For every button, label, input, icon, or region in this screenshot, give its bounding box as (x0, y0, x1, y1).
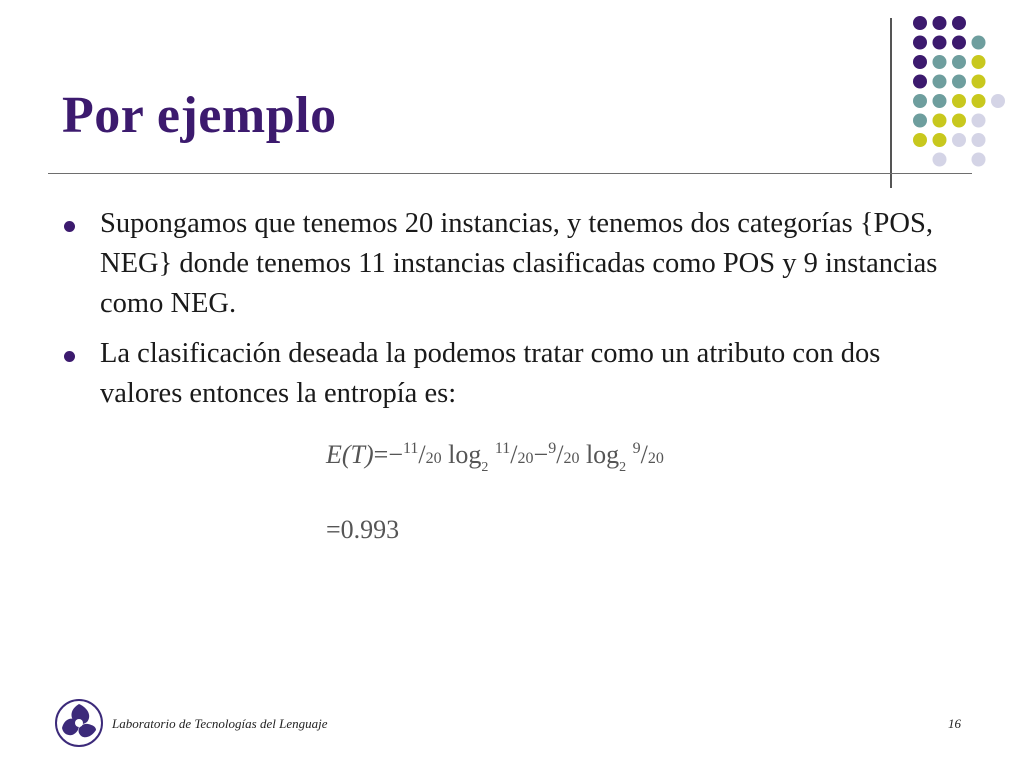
decor-dot (952, 94, 966, 108)
formula-slash: / (418, 440, 426, 469)
bullet-list (60, 204, 940, 424)
decor-dot (972, 75, 986, 89)
formula-slash: / (510, 440, 518, 469)
decor-dot (952, 114, 966, 128)
slide-title: Por ejemplo (62, 87, 337, 144)
bullet-item (60, 204, 940, 324)
decor-dot (972, 114, 986, 128)
formula-equals: = (373, 440, 389, 469)
decor-dot (913, 36, 927, 50)
decor-dot (933, 36, 947, 50)
formula-den4: 20 (647, 450, 664, 467)
formula-den1: 20 (425, 450, 442, 467)
entropy-result: =0.993 (326, 515, 400, 544)
formula-num3: 9 (548, 440, 557, 457)
decor-dot (972, 133, 986, 147)
decor-dot (913, 16, 927, 30)
lab-logo-icon (54, 698, 104, 748)
formula-log: log (585, 440, 620, 469)
bullet-dot-icon (64, 351, 75, 362)
formula-minus: − (388, 440, 404, 469)
decor-dot (972, 55, 986, 69)
page-number: 16 (948, 716, 961, 731)
entropy-formula (326, 440, 664, 475)
decor-dot (952, 55, 966, 69)
decor-dot (913, 94, 927, 108)
decor-dot (933, 153, 947, 167)
decor-dot (991, 94, 1005, 108)
decor-dot (913, 133, 927, 147)
decor-dot (972, 153, 986, 167)
decor-dot (933, 114, 947, 128)
decor-dot (933, 94, 947, 108)
formula-den3: 20 (563, 450, 580, 467)
bullet-dot-icon (64, 221, 75, 232)
bullet-text: La clasificación deseada la podemos tratar como un atributo con dos valores entonces la entropía es: (100, 338, 881, 409)
decor-dot (933, 75, 947, 89)
formula-num1: 11 (403, 440, 419, 457)
decor-dot (913, 75, 927, 89)
formula-base: 2 (619, 460, 627, 475)
formula-base: 2 (481, 460, 489, 475)
decor-dot (952, 16, 966, 30)
decor-dot (933, 133, 947, 147)
vertical-divider (890, 18, 892, 188)
decor-dot (933, 16, 947, 30)
decor-dot (952, 75, 966, 89)
decor-dot (913, 114, 927, 128)
decor-dot (972, 36, 986, 50)
formula-minus: − (533, 440, 549, 469)
footer-lab-name: Laboratorio de Tecnologías del Lenguaje (112, 716, 328, 731)
formula-slash: / (556, 440, 564, 469)
title-divider (48, 173, 972, 174)
decor-dot (913, 55, 927, 69)
decor-dot (952, 133, 966, 147)
formula-num4: 9 (632, 440, 641, 457)
bullet-text: Supongamos que tenemos 20 instancias, y tenemos dos categorías {POS, NEG} donde tenemos 11 instancias clasificadas como POS y 9 instancias como NEG. (100, 208, 938, 319)
formula-num2: 11 (494, 440, 511, 457)
bullet-item (60, 334, 940, 414)
decor-dot (952, 36, 966, 50)
decor-dot (972, 94, 986, 108)
decor-dot (933, 55, 947, 69)
formula-den2: 20 (517, 450, 534, 467)
formula-slash: / (640, 440, 648, 469)
formula-log: log (448, 440, 482, 469)
formula-lhs: E(T) (326, 440, 374, 469)
